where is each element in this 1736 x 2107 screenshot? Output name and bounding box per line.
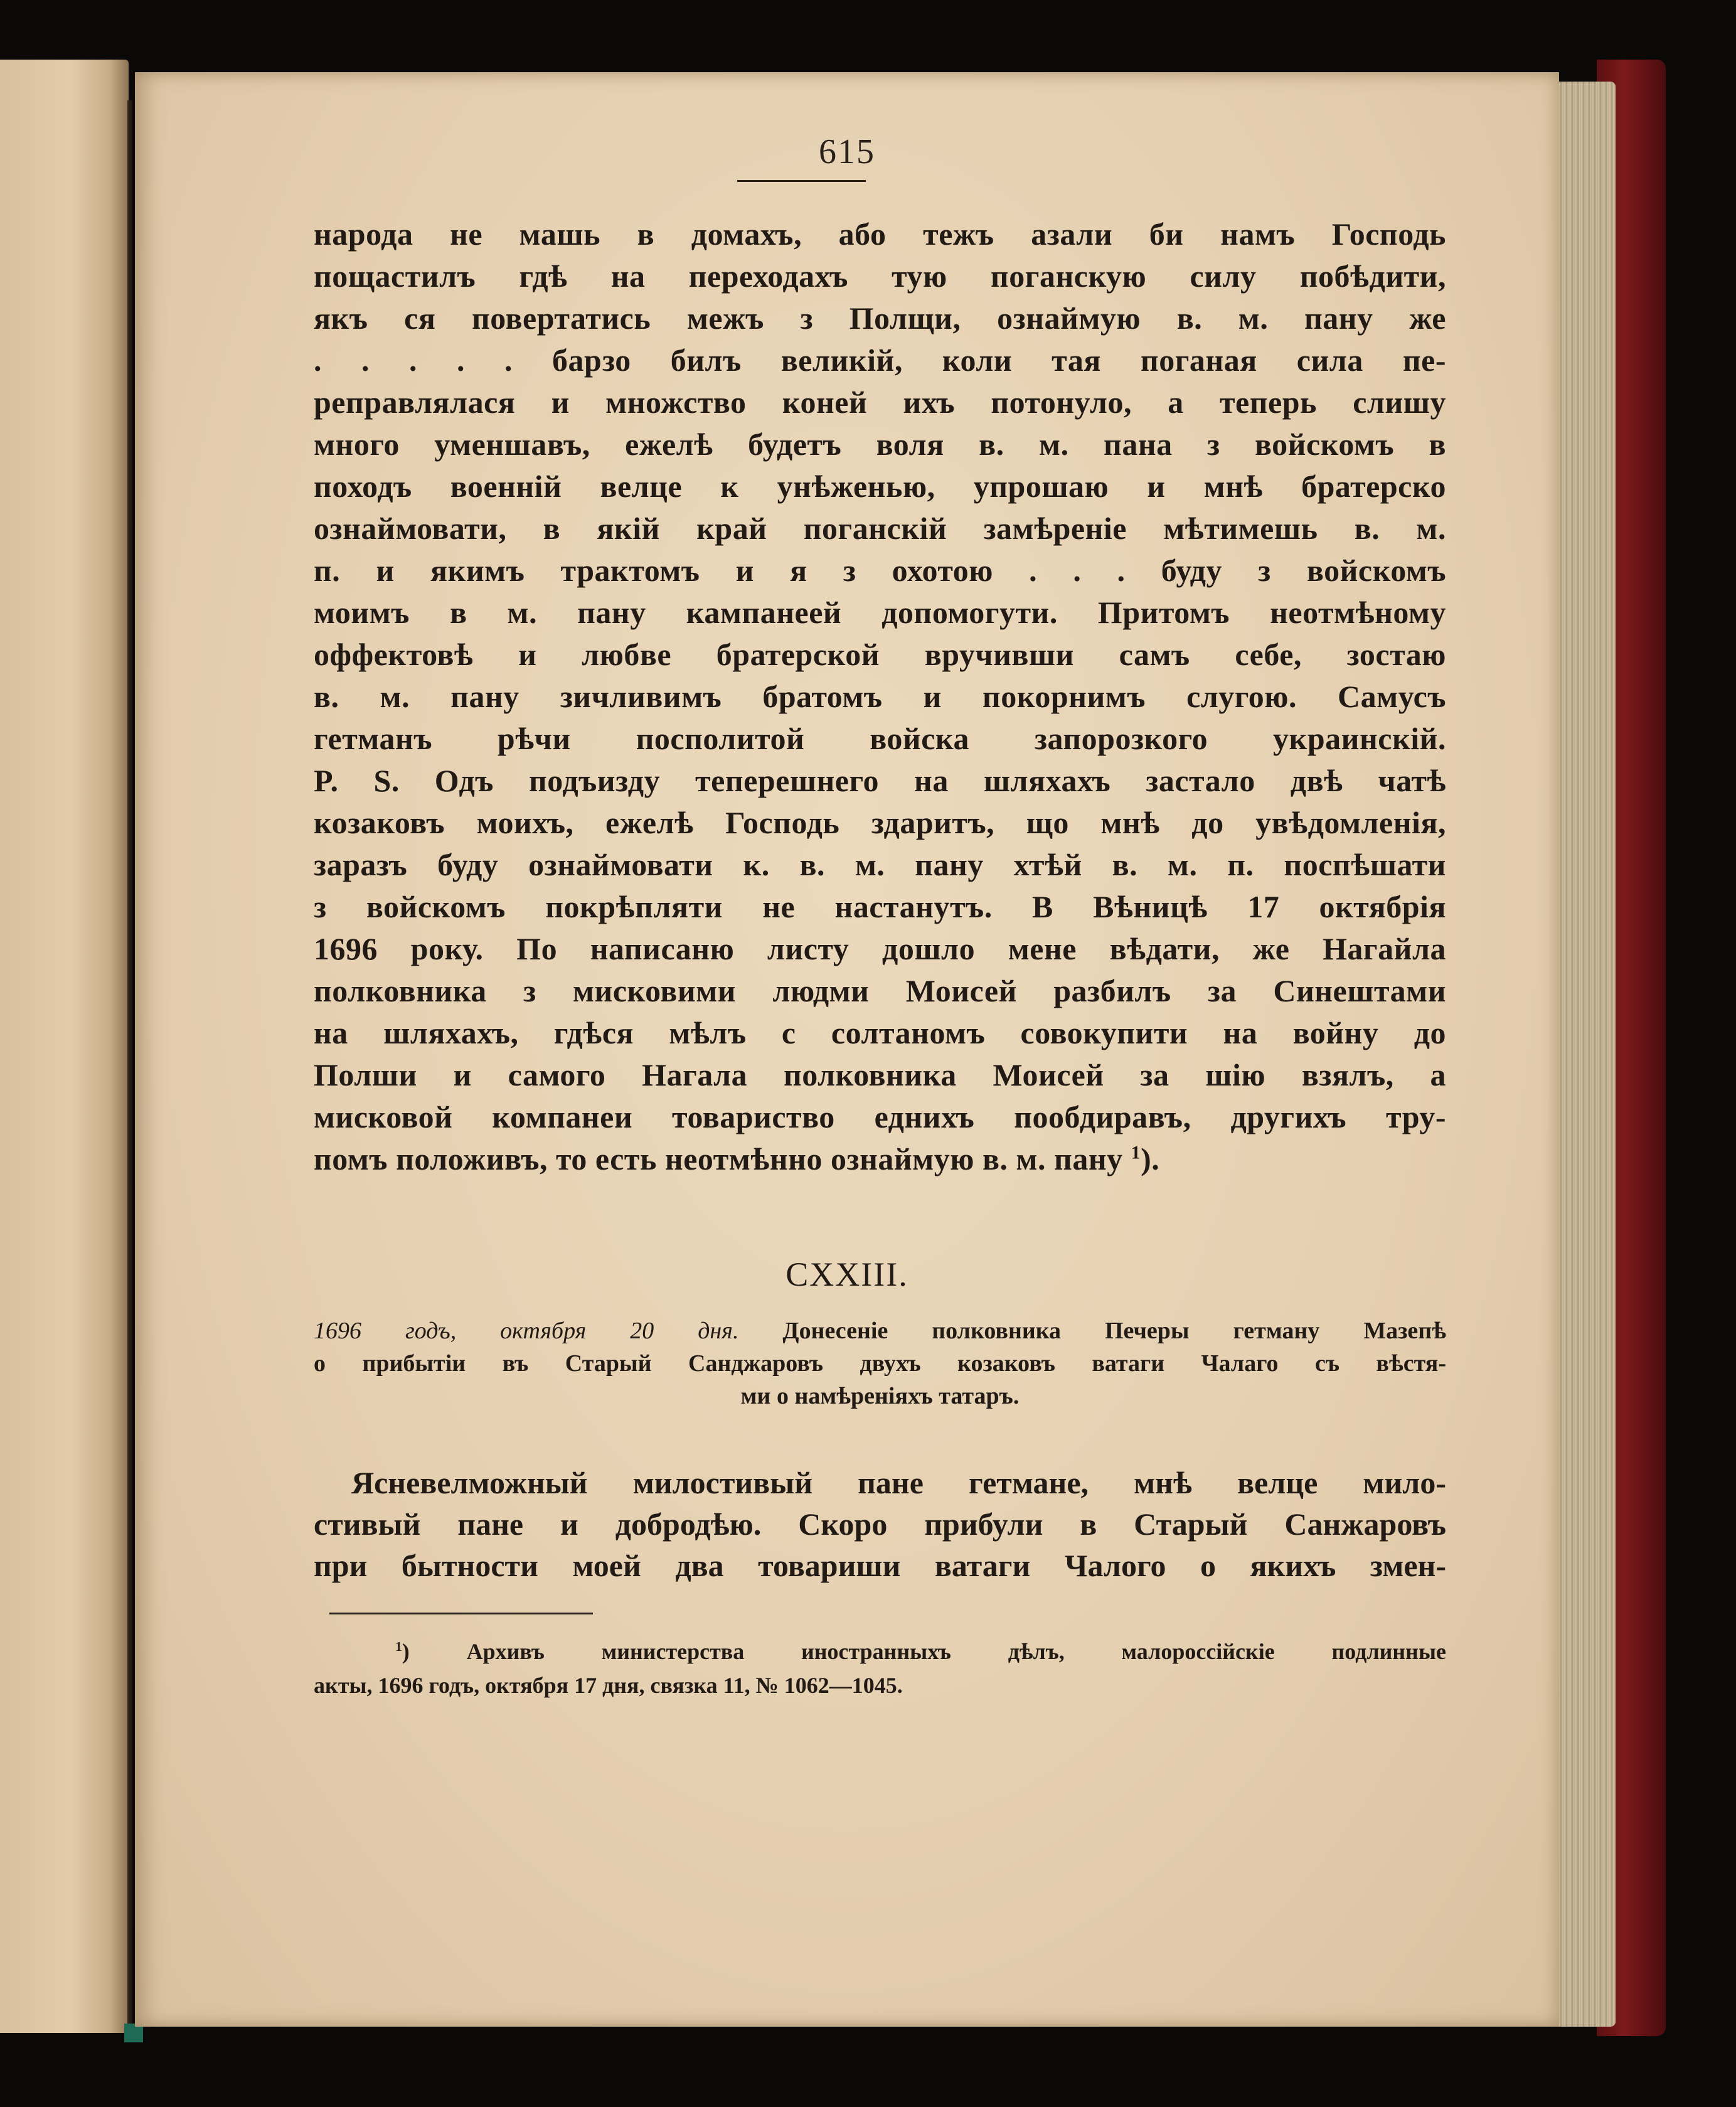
text-line: походъ военній велце к унѣженью, упрошаю и мнѣ братерско	[314, 469, 1446, 504]
text-line: оффектовѣ и любве братерской вручивши самъ себе, зостаю	[314, 637, 1446, 672]
text-line: много уменшавъ, ежелѣ будетъ воля в. м. пана з войскомъ в	[314, 427, 1446, 462]
text-line: 1696 року. По написаню листу дошло мене вѣдати, же Нагайла	[314, 931, 1446, 966]
text-line: стивый пане и добродѣю. Скоро прибули в Старый Санжаровъ	[314, 1507, 1446, 1542]
document-heading	[314, 1315, 1446, 1412]
text-line-last	[314, 1138, 1446, 1180]
text-line: пощастилъ гдѣ на переходахъ тую поганскую силу побѣдити,	[314, 259, 1446, 294]
text-line: в. м. пану зичливимъ братомъ и покорнимъ слугою. Самусъ	[314, 679, 1446, 714]
text-line: ознаймовати, в якій край поганскій замѣреніе мѣтимешь в. м.	[314, 511, 1446, 546]
footnote-reference: 1	[1131, 1142, 1141, 1163]
text-line: полковника з мисковими людми Моисей разбилъ за Синештами	[314, 973, 1446, 1008]
text-line: реправлялася и множство коней ихъ потонуло, а теперь слишу	[314, 385, 1446, 420]
page-number-rule	[737, 180, 866, 182]
book-page	[135, 72, 1559, 2027]
text-line: народа не машь в домахъ, або тежъ азали би намъ Господь	[314, 216, 1446, 252]
text-line: Полши и самого Нагала полковника Моисей за шію взялъ, а	[314, 1057, 1446, 1092]
footnote-mark: 1	[395, 1639, 402, 1654]
text-line: при бытности моей два товариши ватаги Чалого о якихъ змен-	[314, 1548, 1446, 1583]
heading-dateline: 1696 годъ, октября 20 дня.	[314, 1318, 739, 1344]
text-line: . . . . . барзо билъ великій, коли тая поганая сила пе-	[314, 343, 1446, 378]
text-line: якъ ся повертатись межъ з Полщи, ознаймую в. м. пану же	[314, 301, 1446, 336]
footnote-line	[314, 1635, 1446, 1668]
heading-line	[314, 1315, 1446, 1347]
text-line: козаковъ моихъ, ежелѣ Господь здаритъ, що мнѣ до увѣдомленія,	[314, 805, 1446, 840]
text-line: гетманъ рѣчи посполитой войска запорозкого украинскій.	[314, 721, 1446, 756]
text-line: п. и якимъ трактомъ и я з охотою . . . буду з войскомъ	[314, 553, 1446, 588]
left-cover-edge	[127, 100, 132, 2033]
left-page-edge	[0, 60, 129, 2033]
heading-line: ми о намѣреніяхъ татаръ.	[740, 1383, 1020, 1409]
text-line: Ясневелможный милостивый пане гетмане, мнѣ велце мило-	[351, 1465, 1446, 1500]
letter-text	[314, 1462, 1446, 1586]
heading-title: Донесеніе полковника Печеры гетману Мазепѣ	[782, 1318, 1446, 1344]
footnote-line: акты, 1696 годъ, октября 17 дня, связка 11, № 1062—1045.	[314, 1673, 903, 1698]
footnote-text: ) Архивъ министерства иностранныхъ дѣлъ, малороссійскіе подлинные	[402, 1639, 1446, 1664]
footnote-rule	[329, 1613, 593, 1614]
footnote	[314, 1635, 1446, 1702]
text-line-content: помъ положивъ, то есть неотмѣнно ознаймую в. м. пану	[314, 1141, 1123, 1176]
heading-line: о прибытіи въ Старый Санджаровъ двухъ козаковъ ватаги Чалаго съ вѣстя-	[314, 1350, 1446, 1377]
text-line: з войскомъ покрѣпляти не настанутъ. В Вѣницѣ 17 октябрія	[314, 889, 1446, 924]
text-line: P. S. Одъ подъизду теперешнего на шляхахъ застало двѣ чатѣ	[314, 763, 1446, 798]
line-end-punctuation: ).	[1141, 1141, 1160, 1176]
text-line: на шляхахъ, гдѣся мѣлъ с солтаномъ совокупити на войну до	[314, 1015, 1446, 1050]
text-line: мисковой компанеи товариство еднихъ пообдиравъ, другихъ тру-	[314, 1099, 1446, 1134]
section-number: CXXIII.	[785, 1256, 908, 1293]
page-number: 615	[819, 132, 875, 171]
body-text	[314, 213, 1446, 1180]
text-line: моимъ в м. пану кампанеей допомогути. Притомъ неотмѣному	[314, 595, 1446, 630]
text-line: заразъ буду ознаймовати к. в. м. пану хтѣй в. м. п. поспѣшати	[314, 847, 1446, 882]
